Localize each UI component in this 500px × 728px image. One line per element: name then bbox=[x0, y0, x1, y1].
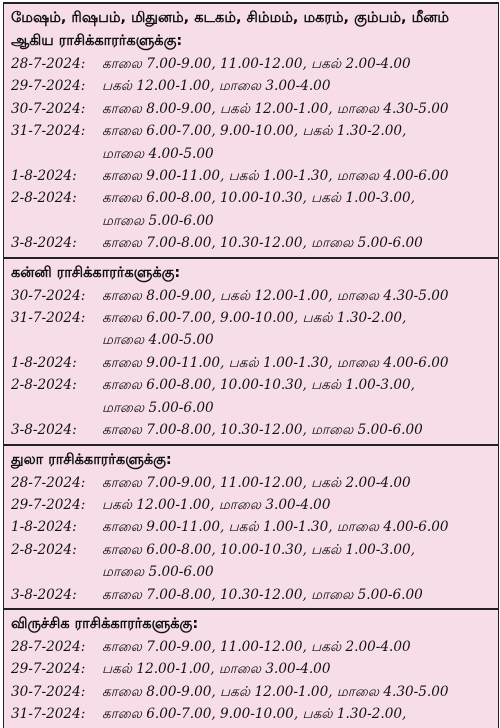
time-slots: காலை 6.00-7.00, 9.00-10.00, பகல் 1.30-2.00, bbox=[102, 310, 407, 327]
date-label: 1-8-2024: bbox=[11, 354, 77, 371]
date-row bbox=[11, 636, 492, 658]
section-heading: ஆகிய ராசிக்காரர்களுக்கு: bbox=[11, 33, 183, 49]
date-label: 29-7-2024: bbox=[11, 661, 86, 678]
date-label: 3-8-2024: bbox=[11, 422, 77, 439]
date-label: 29-7-2024: bbox=[11, 496, 86, 513]
date-row bbox=[11, 703, 492, 725]
date-row bbox=[11, 232, 492, 254]
date-row bbox=[11, 516, 492, 538]
section-heading: மேஷம், ரிஷபம், மிதுனம், கடகம், சிம்மம், மகரம், கும்பம், மீனம் bbox=[11, 10, 450, 26]
date-row bbox=[11, 285, 492, 307]
time-slots: மாலை 4.00-5.00 bbox=[102, 332, 214, 349]
date-label: 28-7-2024: bbox=[11, 638, 86, 655]
date-label: 29-7-2024: bbox=[11, 78, 86, 95]
time-slots: காலை 8.00-9.00, பகல் 12.00-1.00, மாலை 4.30-5.00 bbox=[102, 683, 449, 700]
time-slots: காலை 8.00-9.00, பகல் 12.00-1.00, மாலை 4.30-5.00 bbox=[102, 287, 449, 304]
date-label: 31-7-2024: bbox=[11, 123, 86, 140]
date-row bbox=[11, 53, 492, 75]
section-heading: கன்னி ராசிக்காரர்களுக்கு: bbox=[11, 264, 181, 281]
date-row-continuation bbox=[11, 329, 492, 351]
date-row bbox=[11, 165, 492, 187]
section-heading: விருச்சிக ராசிக்காரர்களுக்கு: bbox=[11, 615, 199, 632]
date-label: 2-8-2024: bbox=[11, 541, 77, 558]
date-row-continuation bbox=[11, 143, 492, 165]
rasi-section bbox=[4, 2, 498, 257]
date-label: 31-7-2024: bbox=[11, 310, 86, 327]
time-slots: காலை 7.00-9.00, 11.00-12.00, பகல் 2.00-4.00 bbox=[102, 56, 411, 72]
date-label: 2-8-2024: bbox=[11, 190, 77, 207]
time-slots: காலை 9.00-11.00, பகல் 1.00-1.30, மாலை 4.00-6.00 bbox=[102, 519, 449, 536]
date-label: 1-8-2024: bbox=[11, 168, 77, 185]
time-slots: காலை 6.00-8.00, 10.00-10.30, பகல் 1.00-3.00, bbox=[102, 541, 415, 558]
date-label: 28-7-2024: bbox=[11, 474, 86, 491]
date-row-continuation bbox=[11, 397, 492, 419]
time-slots: காலை 6.00-8.00, 10.00-10.30, பகல் 1.00-3.00, bbox=[102, 190, 415, 207]
time-slots: காலை 9.00-11.00, பகல் 1.00-1.30, மாலை 4.00-6.00 bbox=[102, 354, 449, 371]
date-row bbox=[11, 494, 492, 516]
date-label: 2-8-2024: bbox=[11, 377, 77, 394]
date-row bbox=[11, 584, 492, 606]
date-row-continuation bbox=[11, 210, 492, 232]
time-slots: காலை 6.00-8.00, 10.00-10.30, பகல் 1.00-3.00, bbox=[102, 377, 415, 394]
date-row-continuation bbox=[11, 561, 492, 583]
time-slots: மாலை 5.00-6.00 bbox=[102, 564, 214, 581]
rasi-section bbox=[4, 444, 498, 608]
auspicious-times-table bbox=[3, 2, 499, 728]
time-slots: பகல் 12.00-1.00, மாலை 3.00-4.00 bbox=[102, 496, 331, 513]
time-slots: காலை 8.00-9.00, பகல் 12.00-1.00, மாலை 4.30-5.00 bbox=[102, 100, 449, 117]
time-slots: மாலை 5.00-6.00 bbox=[102, 399, 214, 416]
time-slots: காலை 6.00-7.00, 9.00-10.00, பகல் 1.30-2.00, bbox=[102, 123, 407, 140]
date-label: 28-7-2024: bbox=[11, 56, 86, 72]
time-slots: காலை 7.00-9.00, 11.00-12.00, பகல் 2.00-4.00 bbox=[102, 474, 411, 491]
date-row bbox=[11, 120, 492, 142]
date-row bbox=[11, 374, 492, 396]
date-row bbox=[11, 539, 492, 561]
date-row bbox=[11, 98, 492, 120]
time-slots: காலை 7.00-8.00, 10.30-12.00, மாலை 5.00-6.00 bbox=[102, 422, 423, 439]
time-slots: பகல் 12.00-1.00, மாலை 3.00-4.00 bbox=[102, 78, 331, 95]
time-slots: காலை 7.00-8.00, 10.30-12.00, மாலை 5.00-6.00 bbox=[102, 235, 423, 252]
date-row bbox=[11, 681, 492, 703]
time-slots: மாலை 5.00-6.00 bbox=[102, 212, 214, 229]
date-row bbox=[11, 187, 492, 209]
date-label: 30-7-2024: bbox=[11, 287, 86, 304]
date-row bbox=[11, 658, 492, 680]
time-slots: காலை 7.00-8.00, 10.30-12.00, மாலை 5.00-6.00 bbox=[102, 586, 423, 603]
date-label: 31-7-2024: bbox=[11, 706, 86, 723]
date-label: 3-8-2024: bbox=[11, 235, 77, 252]
rasi-section bbox=[4, 257, 498, 444]
time-slots: காலை 6.00-7.00, 9.00-10.00, பகல் 1.30-2.00, bbox=[102, 706, 407, 723]
date-row bbox=[11, 307, 492, 329]
time-slots: பகல் 12.00-1.00, மாலை 3.00-4.00 bbox=[102, 661, 331, 678]
date-label: 3-8-2024: bbox=[11, 586, 77, 603]
date-row bbox=[11, 352, 492, 374]
date-label: 30-7-2024: bbox=[11, 100, 86, 117]
date-row bbox=[11, 75, 492, 97]
time-slots: மாலை 4.00-5.00 bbox=[102, 145, 214, 162]
time-slots: காலை 9.00-11.00, பகல் 1.00-1.30, மாலை 4.00-6.00 bbox=[102, 168, 449, 185]
date-label: 1-8-2024: bbox=[11, 519, 77, 536]
section-heading: துலா ராசிக்காரர்களுக்கு: bbox=[11, 451, 172, 468]
date-row bbox=[11, 419, 492, 441]
date-label: 30-7-2024: bbox=[11, 683, 86, 700]
rasi-section bbox=[4, 608, 498, 728]
time-slots: காலை 7.00-9.00, 11.00-12.00, பகல் 2.00-4.00 bbox=[102, 638, 411, 655]
date-row bbox=[11, 472, 492, 494]
